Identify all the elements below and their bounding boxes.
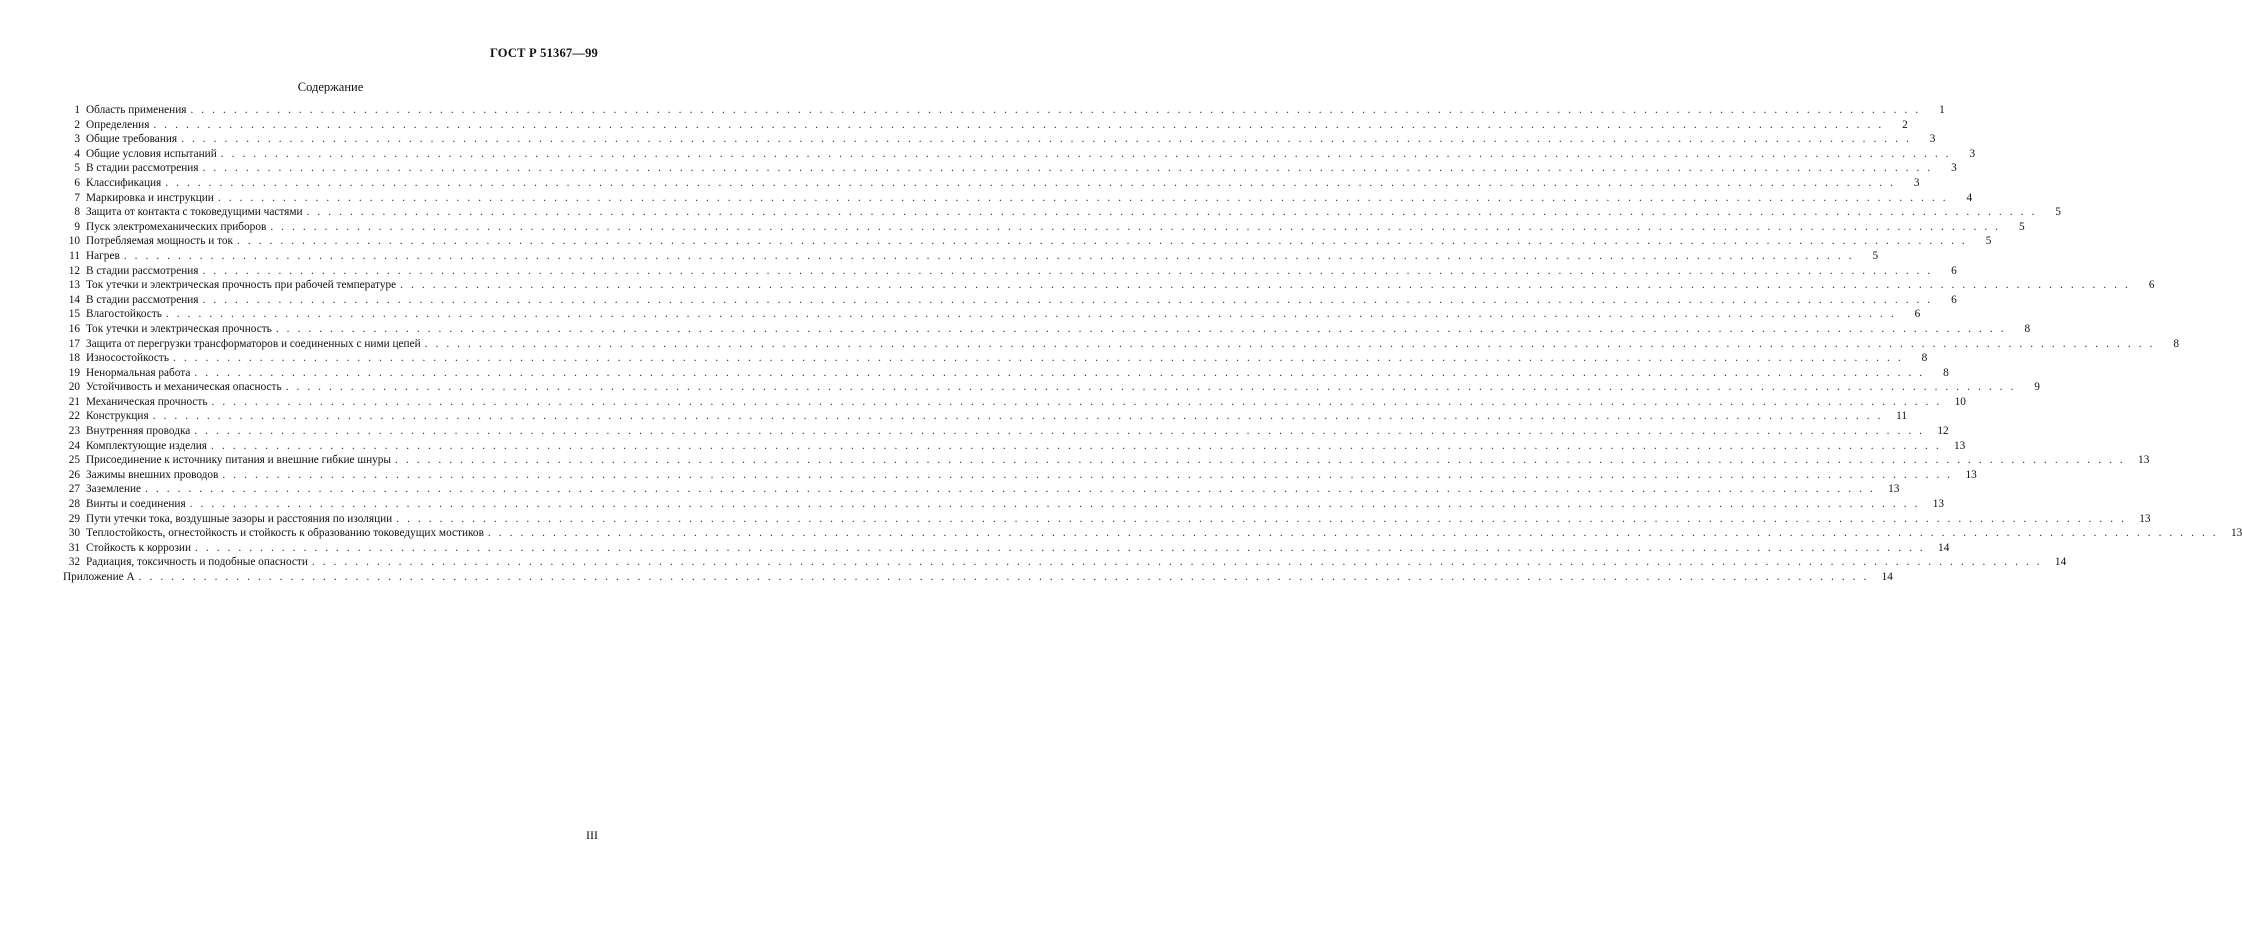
toc-entry[interactable] — [63, 555, 2067, 570]
toc-entry-title: Нагрев — [86, 249, 120, 262]
toc-entry[interactable] — [63, 147, 1976, 162]
toc-entry-title: Влагостойкость — [86, 308, 162, 321]
toc-dot-leader: . . . . . . . . . . . . . . . . . . . . . . . . . . . . . . . . . . . . . . . . . . . . . . . . . . . . . . . . . . . . . . . . . . . . . . . . . . . . . . . . . . . . . . . . . . . . . . . . . . . . . . . . . . . . . . . . . . . . . . . . . . . . . . . . . . . . . . . . . . . . . . . . . . . . . . . . . . . . . . . . — [195, 541, 1926, 554]
toc-entry-title: Устойчивость и механическая опасность — [86, 381, 282, 394]
toc-dot-leader: . . . . . . . . . . . . . . . . . . . . . . . . . . . . . . . . . . . . . . . . . . . . . . . . . . . . . . . . . . . . . . . . . . . . . . . . . . . . . . . . . . . . . . . . . . . . . . . . . . . . . . . . . . . . . . . . . . . . . . . . . . . . . . . . . . . . . . . . . . . . . . . . . . . . . . . . . . . . . . . . — [165, 176, 1896, 189]
toc-entry-number: 16 — [68, 322, 80, 335]
toc-entry[interactable] — [63, 380, 2040, 395]
toc-dot-leader: . . . . . . . . . . . . . . . . . . . . . . . . . . . . . . . . . . . . . . . . . . . . . . . . . . . . . . . . . . . . . . . . . . . . . . . . . . . . . . . . . . . . . . . . . . . . . . . . . . . . . . . . . . . . . . . . . . . . . . . . . . . . . . . . . . . . . . . . . . . . . . . . . . . . . . . . . . . . . . . . — [202, 162, 1933, 175]
toc-entry-number: 2 — [74, 118, 80, 131]
toc-entry-page: 5 — [2018, 220, 2025, 233]
toc-entry-title: Маркировка и инструкции — [86, 191, 214, 204]
toc-dot-leader: . . . . . . . . . . . . . . . . . . . . . . . . . . . . . . . . . . . . . . . . . . . . . . . . . . . . . . . . . . . . . . . . . . . . . . . . . . . . . . . . . . . . . . . . . . . . . . . . . . . . . . . . . . . . . . . . . . . . . . . . . . . . . . . . . . . . . . . . . . . . . . . . . . . . . . . . . . . . . . . . — [189, 498, 1920, 511]
toc-dot-leader: . . . . . . . . . . . . . . . . . . . . . . . . . . . . . . . . . . . . . . . . . . . . . . . . . . . . . . . . . . . . . . . . . . . . . . . . . . . . . . . . . . . . . . . . . . . . . . . . . . . . . . . . . . . . . . . . . . . . . . . . . . . . . . . . . . . . . . . . . . . . . . . . . . . . . . . . . . . . . . . . — [270, 220, 2001, 233]
toc-entry-title: В стадии рассмотрения — [86, 162, 199, 175]
toc-entry-page: 2 — [1902, 118, 1908, 131]
toc-entry-number: 14 — [68, 293, 80, 306]
toc-entry-page: 9 — [2034, 381, 2040, 394]
toc-entry-page: 5 — [1985, 235, 1992, 248]
toc-entry-title: Защита от контакта с токоведущими частями — [86, 206, 303, 219]
toc-dot-leader: . . . . . . . . . . . . . . . . . . . . . . . . . . . . . . . . . . . . . . . . . . . . . . . . . . . . . . . . . . . . . . . . . . . . . . . . . . . . . . . . . . . . . . . . . . . . . . . . . . . . . . . . . . . . . . . . . . . . . . . . . . . . . . . . . . . . . . . . . . . . . . . . . . . . . . . . . . . . . . . . — [237, 235, 1968, 248]
toc-entry-title: Присоединение к источнику питания и внешние гибкие шнуры — [86, 454, 392, 467]
toc-entry-title: Общие условия испытаний — [86, 147, 217, 160]
toc-dot-leader: . . . . . . . . . . . . . . . . . . . . . . . . . . . . . . . . . . . . . . . . . . . . . . . . . . . . . . . . . . . . . . . . . . . . . . . . . . . . . . . . . . . . . . . . . . . . . . . . . . . . . . . . . . . . . . . . . . . . . . . . . . . . . . . . . . . . . . . . . . . . . . . . . . . . . . . . . . . . . . . . — [217, 191, 1949, 204]
toc-entry-number: 26 — [68, 468, 80, 481]
toc-dot-leader: . . . . . . . . . . . . . . . . . . . . . . . . . . . . . . . . . . . . . . . . . . . . . . . . . . . . . . . . . . . . . . . . . . . . . . . . . . . . . . . . . . . . . . . . . . . . . . . . . . . . . . . . . . . . . . . . . . . . . . . . . . . . . . . . . . . . . . . . . . . . . . . . . . . . . . . . . . . . . . . . — [123, 249, 1855, 262]
toc-entry[interactable] — [63, 453, 2150, 468]
toc-entry-page: 6 — [2148, 279, 2155, 292]
toc-dot-leader: . . . . . . . . . . . . . . . . . . . . . . . . . . . . . . . . . . . . . . . . . . . . . . . . . . . . . . . . . . . . . . . . . . . . . . . . . . . . . . . . . . . . . . . . . . . . . . . . . . . . . . . . . . . . . . . . . . . . . . . . . . . . . . . . . . . . . . . . . . . . . . . . . . . . . . . . . . . . . . . . — [211, 395, 1942, 408]
page-number: III — [586, 828, 598, 842]
toc-entry[interactable] — [63, 570, 1893, 585]
toc-entry-title: Теплостойкость, огнестойкость и стойкость к образованию токоведущих мостиков — [86, 527, 484, 540]
toc-entry[interactable] — [63, 424, 1949, 439]
toc-entry[interactable] — [63, 497, 1944, 512]
toc-entry-title: Износостойкость — [86, 352, 169, 365]
toc-entry-title: Радиация, токсичность и подобные опасности — [86, 556, 308, 569]
toc-entry-number: 13 — [68, 279, 80, 292]
toc-list — [63, 103, 2242, 585]
toc-entry[interactable] — [63, 322, 2031, 337]
toc-entry-page: 14 — [1881, 571, 1893, 583]
toc-entry[interactable] — [63, 205, 2061, 220]
toc-dot-leader: . . . . . . . . . . . . . . . . . . . . . . . . . . . . . . . . . . . . . . . . . . . . . . . . . . . . . . . . . . . . . . . . . . . . . . . . . . . . . . . . . . . . . . . . . . . . . . . . . . . . . . . . . . . . . . . . . . . . . . . . . . . . . . . . . . . . . . . . . . . . . . . . . . . . . . . . . . . . . . . . — [152, 410, 1884, 423]
toc-entry-number: 23 — [68, 425, 80, 438]
toc-entry[interactable] — [63, 337, 2179, 352]
toc-entry[interactable] — [63, 132, 1936, 147]
toc-entry-title: Приложение А — [63, 571, 135, 583]
toc-dot-leader: . . . . . . . . . . . . . . . . . . . . . . . . . . . . . . . . . . . . . . . . . . . . . . . . . . . . . . . . . . . . . . . . . . . . . . . . . . . . . . . . . . . . . . . . . . . . . . . . . . . . . . . . . . . . . . . . . . . . . . . . . . . . . . . . . . . . . . . . . . . . . . . . . . . . . . . . . . . . . . . . — [153, 118, 1884, 131]
toc-entry[interactable] — [63, 220, 2025, 235]
toc-entry-number: 17 — [68, 337, 80, 350]
toc-dot-leader: . . . . . . . . . . . . . . . . . . . . . . . . . . . . . . . . . . . . . . . . . . . . . . . . . . . . . . . . . . . . . . . . . . . . . . . . . . . . . . . . . . . . . . . . . . . . . . . . . . . . . . . . . . . . . . . . . . . . . . . . . . . . . . . . . . . . . . . . . . . . . . . . . . . . . . . . . . . . . . . . — [400, 279, 2131, 292]
toc-entry-number: 4 — [74, 147, 80, 160]
toc-entry-number: 29 — [68, 512, 80, 525]
toc-entry-title: Пути утечки тока, воздушные зазоры и расстояния по изоляции — [86, 512, 393, 525]
toc-entry-number: 18 — [68, 352, 80, 365]
toc-entry-title: Заземление — [86, 483, 142, 496]
toc-dot-leader: . . . . . . . . . . . . . . . . . . . . . . . . . . . . . . . . . . . . . . . . . . . . . . . . . . . . . . . . . . . . . . . . . . . . . . . . . . . . . . . . . . . . . . . . . . . . . . . . . . . . . . . . . . . . . . . . . . . . . . . . . . . . . . . . . . . . . . . . . . . . . . . . . . . . . . . . . . . . . . . . — [181, 133, 1912, 146]
toc-entry-title: Определения — [86, 118, 150, 131]
toc-entry[interactable] — [63, 293, 1957, 308]
toc-entry-number: 10 — [68, 235, 80, 248]
toc-entry-page: 1 — [1939, 104, 1945, 116]
toc-entry-title: Область применения — [86, 104, 187, 116]
toc-entry-page: 13 — [1932, 498, 1944, 511]
toc-entry-page: 6 — [1951, 293, 1957, 306]
toc-entry-page: 8 — [1921, 352, 1928, 365]
toc-entry-number: 6 — [74, 176, 80, 189]
toc-dot-leader: . . . . . . . . . . . . . . . . . . . . . . . . . . . . . . . . . . . . . . . . . . . . . . . . . . . . . . . . . . . . . . . . . . . . . . . . . . . . . . . . . . . . . . . . . . . . . . . . . . . . . . . . . . . . . . . . . . . . . . . . . . . . . . . . . . . . . . . . . . . . . . . . . . . . . . . . . . . . . . . . — [311, 556, 2043, 569]
toc-entry[interactable] — [63, 191, 1973, 206]
toc-entry-number: 21 — [68, 395, 80, 408]
toc-entry-page: 3 — [1913, 176, 1920, 189]
toc-dot-leader: . . . . . . . . . . . . . . . . . . . . . . . . . . . . . . . . . . . . . . . . . . . . . . . . . . . . . . . . . . . . . . . . . . . . . . . . . . . . . . . . . . . . . . . . . . . . . . . . . . . . . . . . . . . . . . . . . . . . . . . . . . . . . . . . . . . . . . . . . . . . . . . . . . . . . . . . . . . . . . . . — [194, 366, 1925, 379]
toc-entry[interactable] — [63, 409, 1908, 424]
toc-entry[interactable] — [63, 118, 1908, 133]
toc-entry[interactable] — [63, 264, 1957, 279]
toc-entry-number: 9 — [74, 220, 80, 233]
toc-entry-title: В стадии рассмотрения — [86, 293, 199, 306]
toc-dot-leader: . . . . . . . . . . . . . . . . . . . . . . . . . . . . . . . . . . . . . . . . . . . . . . . . . . . . . . . . . . . . . . . . . . . . . . . . . . . . . . . . . . . . . . . . . . . . . . . . . . . . . . . . . . . . . . . . . . . . . . . . . . . . . . . . . . . . . . . . . . . . . . . . . . . . . . . . . . . . . . . . — [220, 147, 1952, 160]
toc-entry[interactable] — [63, 482, 1900, 497]
toc-entry-number: 32 — [68, 556, 80, 569]
toc-entry[interactable] — [63, 161, 1957, 176]
toc-entry-title: Пуск электромеханических приборов — [86, 220, 267, 233]
toc-entry-page: 3 — [1969, 147, 1976, 160]
toc-dot-leader: . . . . . . . . . . . . . . . . . . . . . . . . . . . . . . . . . . . . . . . . . . . . . . . . . . . . . . . . . . . . . . . . . . . . . . . . . . . . . . . . . . . . . . . . . . . . . . . . . . . . . . . . . . . . . . . . . . . . . . . . . . . . . . . . . . . . . . . . . . . . . . . . . . . . . . . . . . . . . . . . — [222, 468, 1953, 481]
toc-entry-number: 19 — [68, 366, 80, 379]
toc-entry-page: 5 — [2055, 206, 2061, 219]
toc-entry-title: Ток утечки и электрическая прочность — [86, 322, 272, 335]
toc-entry[interactable] — [63, 176, 1920, 191]
toc-entry-page: 8 — [2173, 337, 2179, 350]
toc-entry-number: 30 — [68, 527, 80, 540]
toc-entry-number: 11 — [69, 249, 80, 262]
toc-dot-leader: . . . . . . . . . . . . . . . . . . . . . . . . . . . . . . . . . . . . . . . . . . . . . . . . . . . . . . . . . . . . . . . . . . . . . . . . . . . . . . . . . . . . . . . . . . . . . . . . . . . . . . . . . . . . . . . . . . . . . . . . . . . . . . . . . . . . . . . . . . . . . . . . . . . . . . . . . . . . . . . . — [194, 425, 1925, 438]
toc-entry-number: 27 — [68, 483, 80, 496]
toc-entry-page: 13 — [1888, 483, 1900, 496]
toc-entry[interactable] — [63, 541, 1950, 556]
toc-entry-page: 3 — [1929, 133, 1936, 146]
toc-entry-title: Стойкость к коррозии — [86, 541, 192, 554]
toc-entry[interactable] — [63, 234, 1992, 249]
toc-entry-title: Ненормальная работа — [86, 366, 191, 379]
toc-entry-page: 14 — [1938, 541, 1950, 554]
toc-entry-number: 7 — [74, 191, 80, 204]
toc-entry[interactable] — [63, 366, 1949, 381]
toc-entry-page: 6 — [1914, 308, 1921, 321]
toc-dot-leader: . . . . . . . . . . . . . . . . . . . . . . . . . . . . . . . . . . . . . . . . . . . . . . . . . . . . . . . . . . . . . . . . . . . . . . . . . . . . . . . . . . . . . . . . . . . . . . . . . . . . . . . . . . . . . . . . . . . . . . . . . . . . . . . . . . . . . . . . . . . . . . . . . . . . . . . . . . . . . . . . — [275, 322, 2007, 335]
toc-dot-leader: . . . . . . . . . . . . . . . . . . . . . . . . . . . . . . . . . . . . . . . . . . . . . . . . . . . . . . . . . . . . . . . . . . . . . . . . . . . . . . . . . . . . . . . . . . . . . . . . . . . . . . . . . . . . . . . . . . . . . . . . . . . . . . . . . . . . . . . . . . . . . . . . . . . . . . . . . . . . . . . . — [145, 483, 1876, 496]
toc-entry-number: 31 — [68, 541, 80, 554]
toc-entry-number: 5 — [74, 162, 80, 175]
toc-entry[interactable] — [63, 351, 1928, 366]
toc-dot-leader: . . . . . . . . . . . . . . . . . . . . . . . . . . . . . . . . . . . . . . . . . . . . . . . . . . . . . . . . . . . . . . . . . . . . . . . . . . . . . . . . . . . . . . . . . . . . . . . . . . . . . . . . . . . . . . . . . . . . . . . . . . . . . . . . . . . . . . . . . . . . . . . . . . . . . . . . . . . . . . . . — [211, 439, 1942, 452]
toc-entry-page: 6 — [1951, 264, 1957, 277]
toc-entry-title: Комплектующие изделия — [86, 439, 207, 452]
toc-entry-page: 5 — [1872, 249, 1879, 262]
toc-entry[interactable] — [63, 512, 2151, 527]
toc-entry-page: 13 — [1954, 439, 1966, 452]
toc-entry-title: Механическая прочность — [86, 395, 208, 408]
toc-dot-leader: . . . . . . . . . . . . . . . . . . . . . . . . . . . . . . . . . . . . . . . . . . . . . . . . . . . . . . . . . . . . . . . . . . . . . . . . . . . . . . . . . . . . . . . . . . . . . . . . . . . . . . . . . . . . . . . . . . . . . . . . . . . . . . . . . . . . . . . . . . . . . . . . . . . . . . . . . . . . . . . . — [190, 104, 1921, 116]
toc-entry-title: Винты и соединения — [86, 498, 186, 511]
toc-entry-page: 13 — [1965, 468, 1977, 481]
toc-entry-number: 12 — [68, 264, 80, 277]
document-code: ГОСТ Р 51367—99 — [489, 46, 598, 60]
toc-entry-title: Конструкция — [86, 410, 149, 423]
toc-dot-leader: . . . . . . . . . . . . . . . . . . . . . . . . . . . . . . . . . . . . . . . . . . . . . . . . . . . . . . . . . . . . . . . . . . . . . . . . . . . . . . . . . . . . . . . . . . . . . . . . . . . . . . . . . . . . . . . . . . . . . . . . . . . . . . . . . . . . . . . . . . . . . . . . . . . . . . . . . . . . . . . . — [396, 512, 2127, 525]
toc-entry[interactable] — [63, 278, 2155, 293]
toc-entry-title: Ток утечки и электрическая прочность при рабочей температуре — [86, 279, 397, 292]
toc-entry[interactable] — [63, 103, 1945, 118]
toc-entry-title: Общие требования — [86, 133, 178, 146]
toc-entry-number: 22 — [68, 410, 80, 423]
toc-entry[interactable] — [63, 526, 2242, 541]
toc-entry-title: В стадии рассмотрения — [86, 264, 199, 277]
toc-dot-leader: . . . . . . . . . . . . . . . . . . . . . . . . . . . . . . . . . . . . . . . . . . . . . . . . . . . . . . . . . . . . . . . . . . . . . . . . . . . . . . . . . . . . . . . . . . . . . . . . . . . . . . . . . . . . . . . . . . . . . . . . . . . . . . . . . . . . . . . . . . . . . . . . . . . . . . . . . . . . . . . . — [138, 571, 1869, 583]
toc-entry-page: 4 — [1966, 191, 1973, 204]
toc-entry-page: 13 — [2230, 527, 2242, 540]
toc-entry-number: 25 — [68, 454, 80, 467]
toc-entry-page: 10 — [1954, 395, 1966, 408]
toc-entry[interactable] — [63, 249, 1879, 264]
toc-dot-leader: . . . . . . . . . . . . . . . . . . . . . . . . . . . . . . . . . . . . . . . . . . . . . . . . . . . . . . . . . . . . . . . . . . . . . . . . . . . . . . . . . . . . . . . . . . . . . . . . . . . . . . . . . . . . . . . . . . . . . . . . . . . . . . . . . . . . . . . . . . . . . . . . . . . . . . . . . . . . . . . . — [395, 454, 2126, 467]
toc-entry-page: 11 — [1896, 410, 1908, 423]
toc-entry-page: 3 — [1951, 162, 1957, 175]
toc-dot-leader: . . . . . . . . . . . . . . . . . . . . . . . . . . . . . . . . . . . . . . . . . . . . . . . . . . . . . . . . . . . . . . . . . . . . . . . . . . . . . . . . . . . . . . . . . . . . . . . . . . . . . . . . . . . . . . . . . . . . . . . . . . . . . . . . . . . . . . . . . . . . . . . . . . . . . . . . . . . . . . . . — [285, 381, 2016, 394]
toc-dot-leader: . . . . . . . . . . . . . . . . . . . . . . . . . . . . . . . . . . . . . . . . . . . . . . . . . . . . . . . . . . . . . . . . . . . . . . . . . . . . . . . . . . . . . . . . . . . . . . . . . . . . . . . . . . . . . . . . . . . . . . . . . . . . . . . . . . . . . . . . . . . . . . . . . . . . . . . . . . . . . . . . — [202, 293, 1933, 306]
toc-dot-leader: . . . . . . . . . . . . . . . . . . . . . . . . . . . . . . . . . . . . . . . . . . . . . . . . . . . . . . . . . . . . . . . . . . . . . . . . . . . . . . . . . . . . . . . . . . . . . . . . . . . . . . . . . . . . . . . . . . . . . . . . . . . . . . . . . . . . . . . . . . . . . . . . . . . . . . . . . . . . . . . . — [202, 264, 1933, 277]
toc-entry[interactable] — [63, 439, 1966, 454]
toc-entry-title: Зажимы внешних проводов — [86, 468, 219, 481]
toc-title: Содержание — [297, 80, 364, 94]
toc-entry-number: 20 — [68, 381, 80, 394]
toc-entry-title: Классификация — [86, 176, 162, 189]
toc-entry-page: 13 — [2139, 512, 2151, 525]
toc-entry-title: Внутренняя проводка — [86, 425, 191, 438]
toc-entry[interactable] — [63, 468, 1977, 483]
toc-entry-page: 8 — [2024, 322, 2031, 335]
toc-entry-number: 15 — [68, 308, 80, 321]
toc-entry-number: 28 — [68, 498, 80, 511]
toc-dot-leader: . . . . . . . . . . . . . . . . . . . . . . . . . . . . . . . . . . . . . . . . . . . . . . . . . . . . . . . . . . . . . . . . . . . . . . . . . . . . . . . . . . . . . . . . . . . . . . . . . . . . . . . . . . . . . . . . . . . . . . . . . . . . . . . . . . . . . . . . . . . . . . . . . . . . . . . . . . . . . . . . — [306, 206, 2037, 219]
toc-entry-page: 13 — [2138, 454, 2150, 467]
toc-dot-leader: . . . . . . . . . . . . . . . . . . . . . . . . . . . . . . . . . . . . . . . . . . . . . . . . . . . . . . . . . . . . . . . . . . . . . . . . . . . . . . . . . . . . . . . . . . . . . . . . . . . . . . . . . . . . . . . . . . . . . . . . . . . . . . . . . . . . . . . . . . . . . . . . . . . . . . . . . . . . . . . . — [487, 527, 2219, 540]
toc-entry-title: Потребляемая мощность и ток — [86, 235, 234, 248]
toc-entry-page: 8 — [1943, 366, 1949, 379]
toc-entry-page: 12 — [1937, 425, 1949, 438]
toc-entry[interactable] — [63, 307, 1921, 322]
toc-dot-leader: . . . . . . . . . . . . . . . . . . . . . . . . . . . . . . . . . . . . . . . . . . . . . . . . . . . . . . . . . . . . . . . . . . . . . . . . . . . . . . . . . . . . . . . . . . . . . . . . . . . . . . . . . . . . . . . . . . . . . . . . . . . . . . . . . . . . . . . . . . . . . . . . . . . . . . . . . . . . . . . . — [172, 352, 1904, 365]
toc-dot-leader: . . . . . . . . . . . . . . . . . . . . . . . . . . . . . . . . . . . . . . . . . . . . . . . . . . . . . . . . . . . . . . . . . . . . . . . . . . . . . . . . . . . . . . . . . . . . . . . . . . . . . . . . . . . . . . . . . . . . . . . . . . . . . . . . . . . . . . . . . . . . . . . . . . . . . . . . . . . . . . . . — [424, 337, 2155, 350]
toc-entry-title: Защита от перегрузки трансформаторов и соединенных с ними цепей — [86, 337, 421, 350]
toc-entry-number: 24 — [68, 439, 80, 452]
toc-dot-leader: . . . . . . . . . . . . . . . . . . . . . . . . . . . . . . . . . . . . . . . . . . . . . . . . . . . . . . . . . . . . . . . . . . . . . . . . . . . . . . . . . . . . . . . . . . . . . . . . . . . . . . . . . . . . . . . . . . . . . . . . . . . . . . . . . . . . . . . . . . . . . . . . . . . . . . . . . . . . . . . . — [165, 308, 1897, 321]
toc-entry-page: 14 — [2054, 556, 2067, 569]
toc-entry-number: 1 — [74, 104, 80, 116]
toc-entry-number: 8 — [74, 206, 80, 219]
toc-entry-number: 3 — [74, 133, 80, 146]
toc-entry[interactable] — [63, 395, 1966, 410]
